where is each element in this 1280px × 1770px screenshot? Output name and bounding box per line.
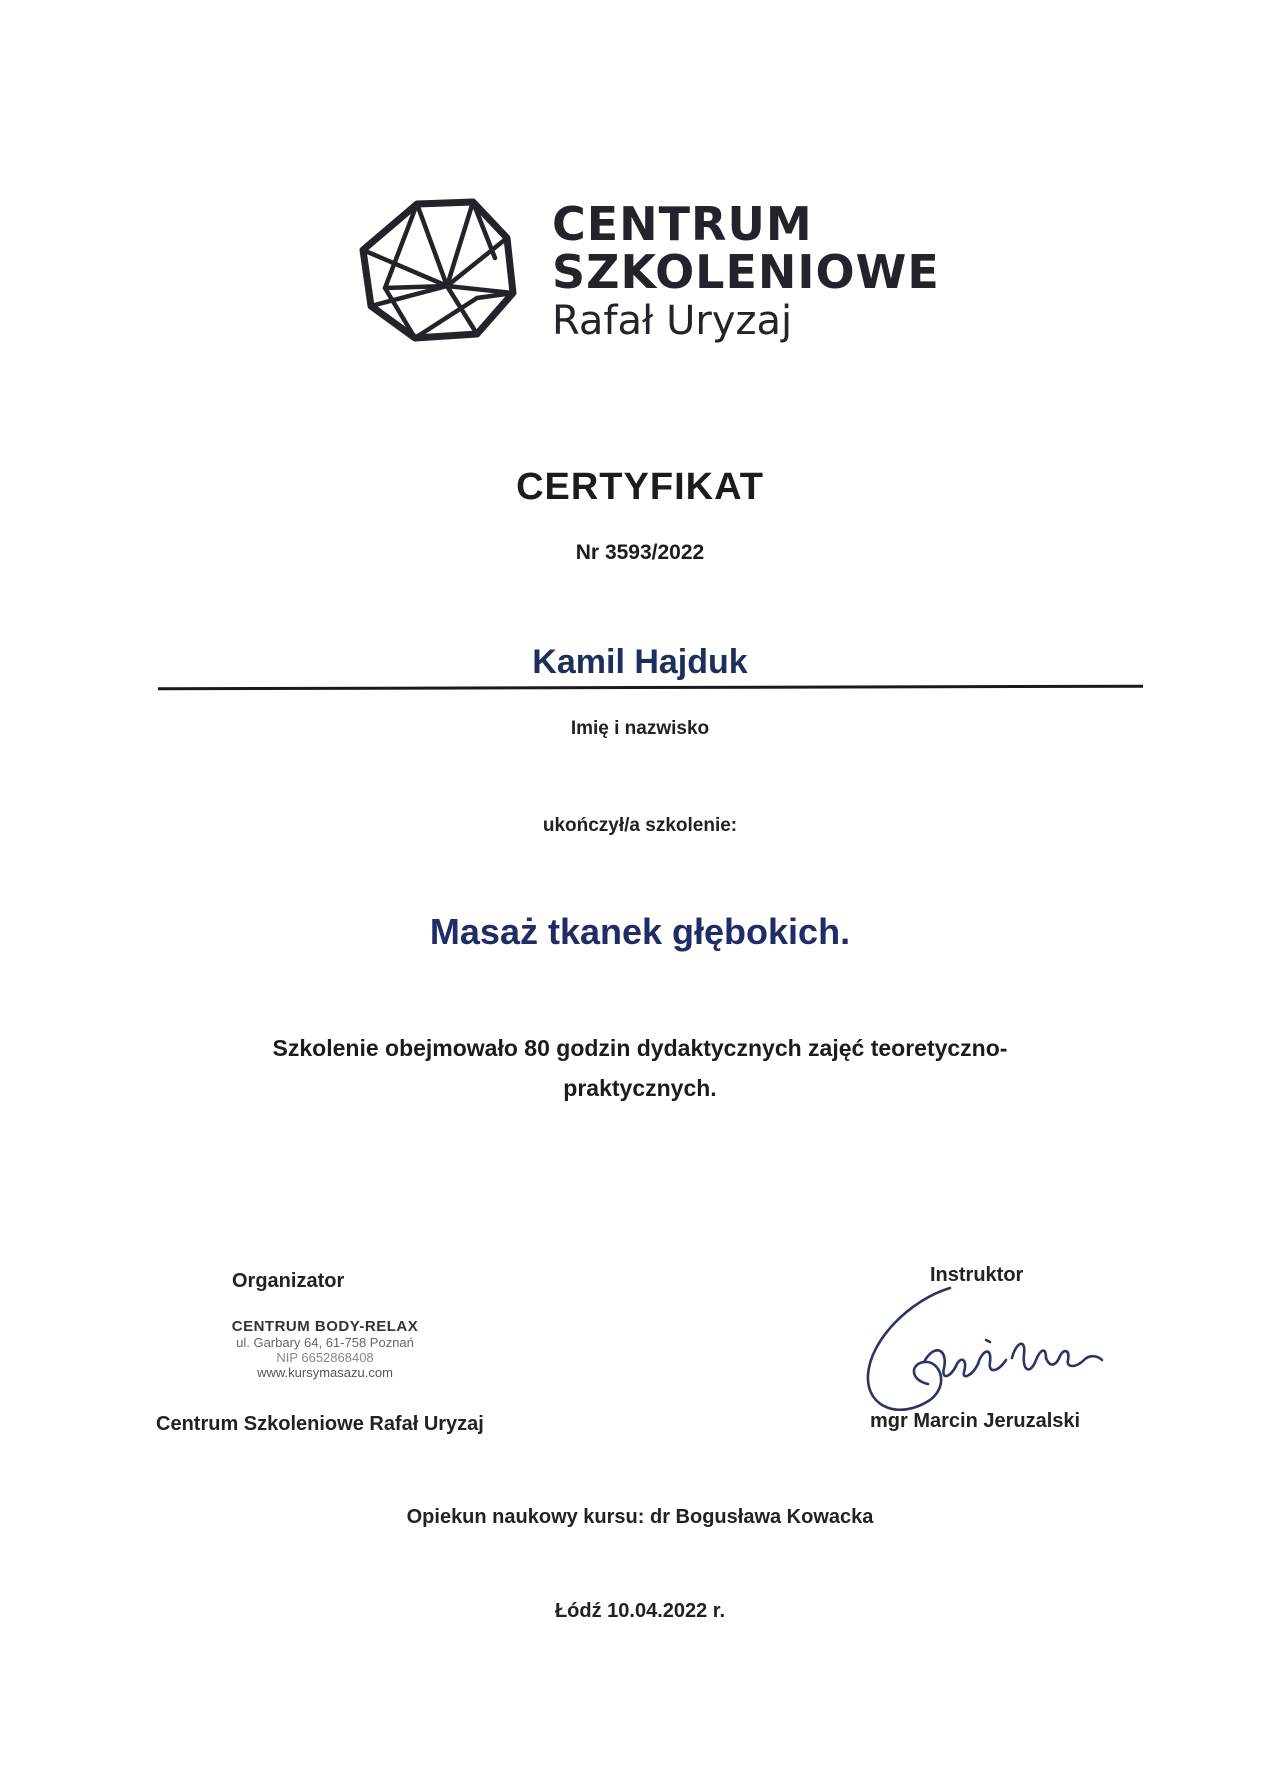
logo-line-szkoleniowe: SZKOLENIOWE [552,245,940,299]
completed-label: ukończył/a szkolenie: [542,815,738,836]
logo-line-centrum: CENTRUM [552,197,813,251]
place-and-date: Łódź 10.04.2022 r. [554,1600,726,1622]
stamp-line-company: CENTRUM BODY-RELAX [231,1318,419,1335]
name-underline [158,685,1143,691]
geometric-heptagon-logo-icon [355,198,520,343]
organizer-name: Centrum Szkoleniowe Rafał Uryzaj [156,1413,484,1435]
instructor-name: mgr Marcin Jeruzalski [870,1410,1081,1432]
scientific-advisor: Opiekun naukowy kursu: dr Bogusława Kowacka [406,1506,874,1528]
stamp-line-address: ul. Garbary 64, 61-758 Poznań [236,1335,414,1350]
organizer-stamp [205,1318,445,1380]
logo-wordmark [552,197,940,344]
course-description: Szkolenie obejmowało 80 godzin dydaktycznych zajęć teoretyczno-praktycznych. [272,1035,1008,1101]
stamp-line-website: www.kursymasazu.com [257,1365,393,1380]
organizer-label: Organizator [232,1270,345,1292]
certificate-title: CERTYFIKAT [516,466,764,508]
logo-line-owner: Rafał Uryzaj [552,298,793,344]
course-name: Masaż tkanek głębokich. [429,911,851,952]
stamp-line-nip: NIP 6652868408 [276,1350,374,1365]
instructor-signature [840,1280,1110,1430]
certificate-number: Nr 3593/2022 [575,541,705,564]
recipient-name: Kamil Hajduk [532,643,748,681]
instructor-label: Instruktor [930,1264,1024,1286]
name-caption: Imię i nazwisko [570,718,710,739]
